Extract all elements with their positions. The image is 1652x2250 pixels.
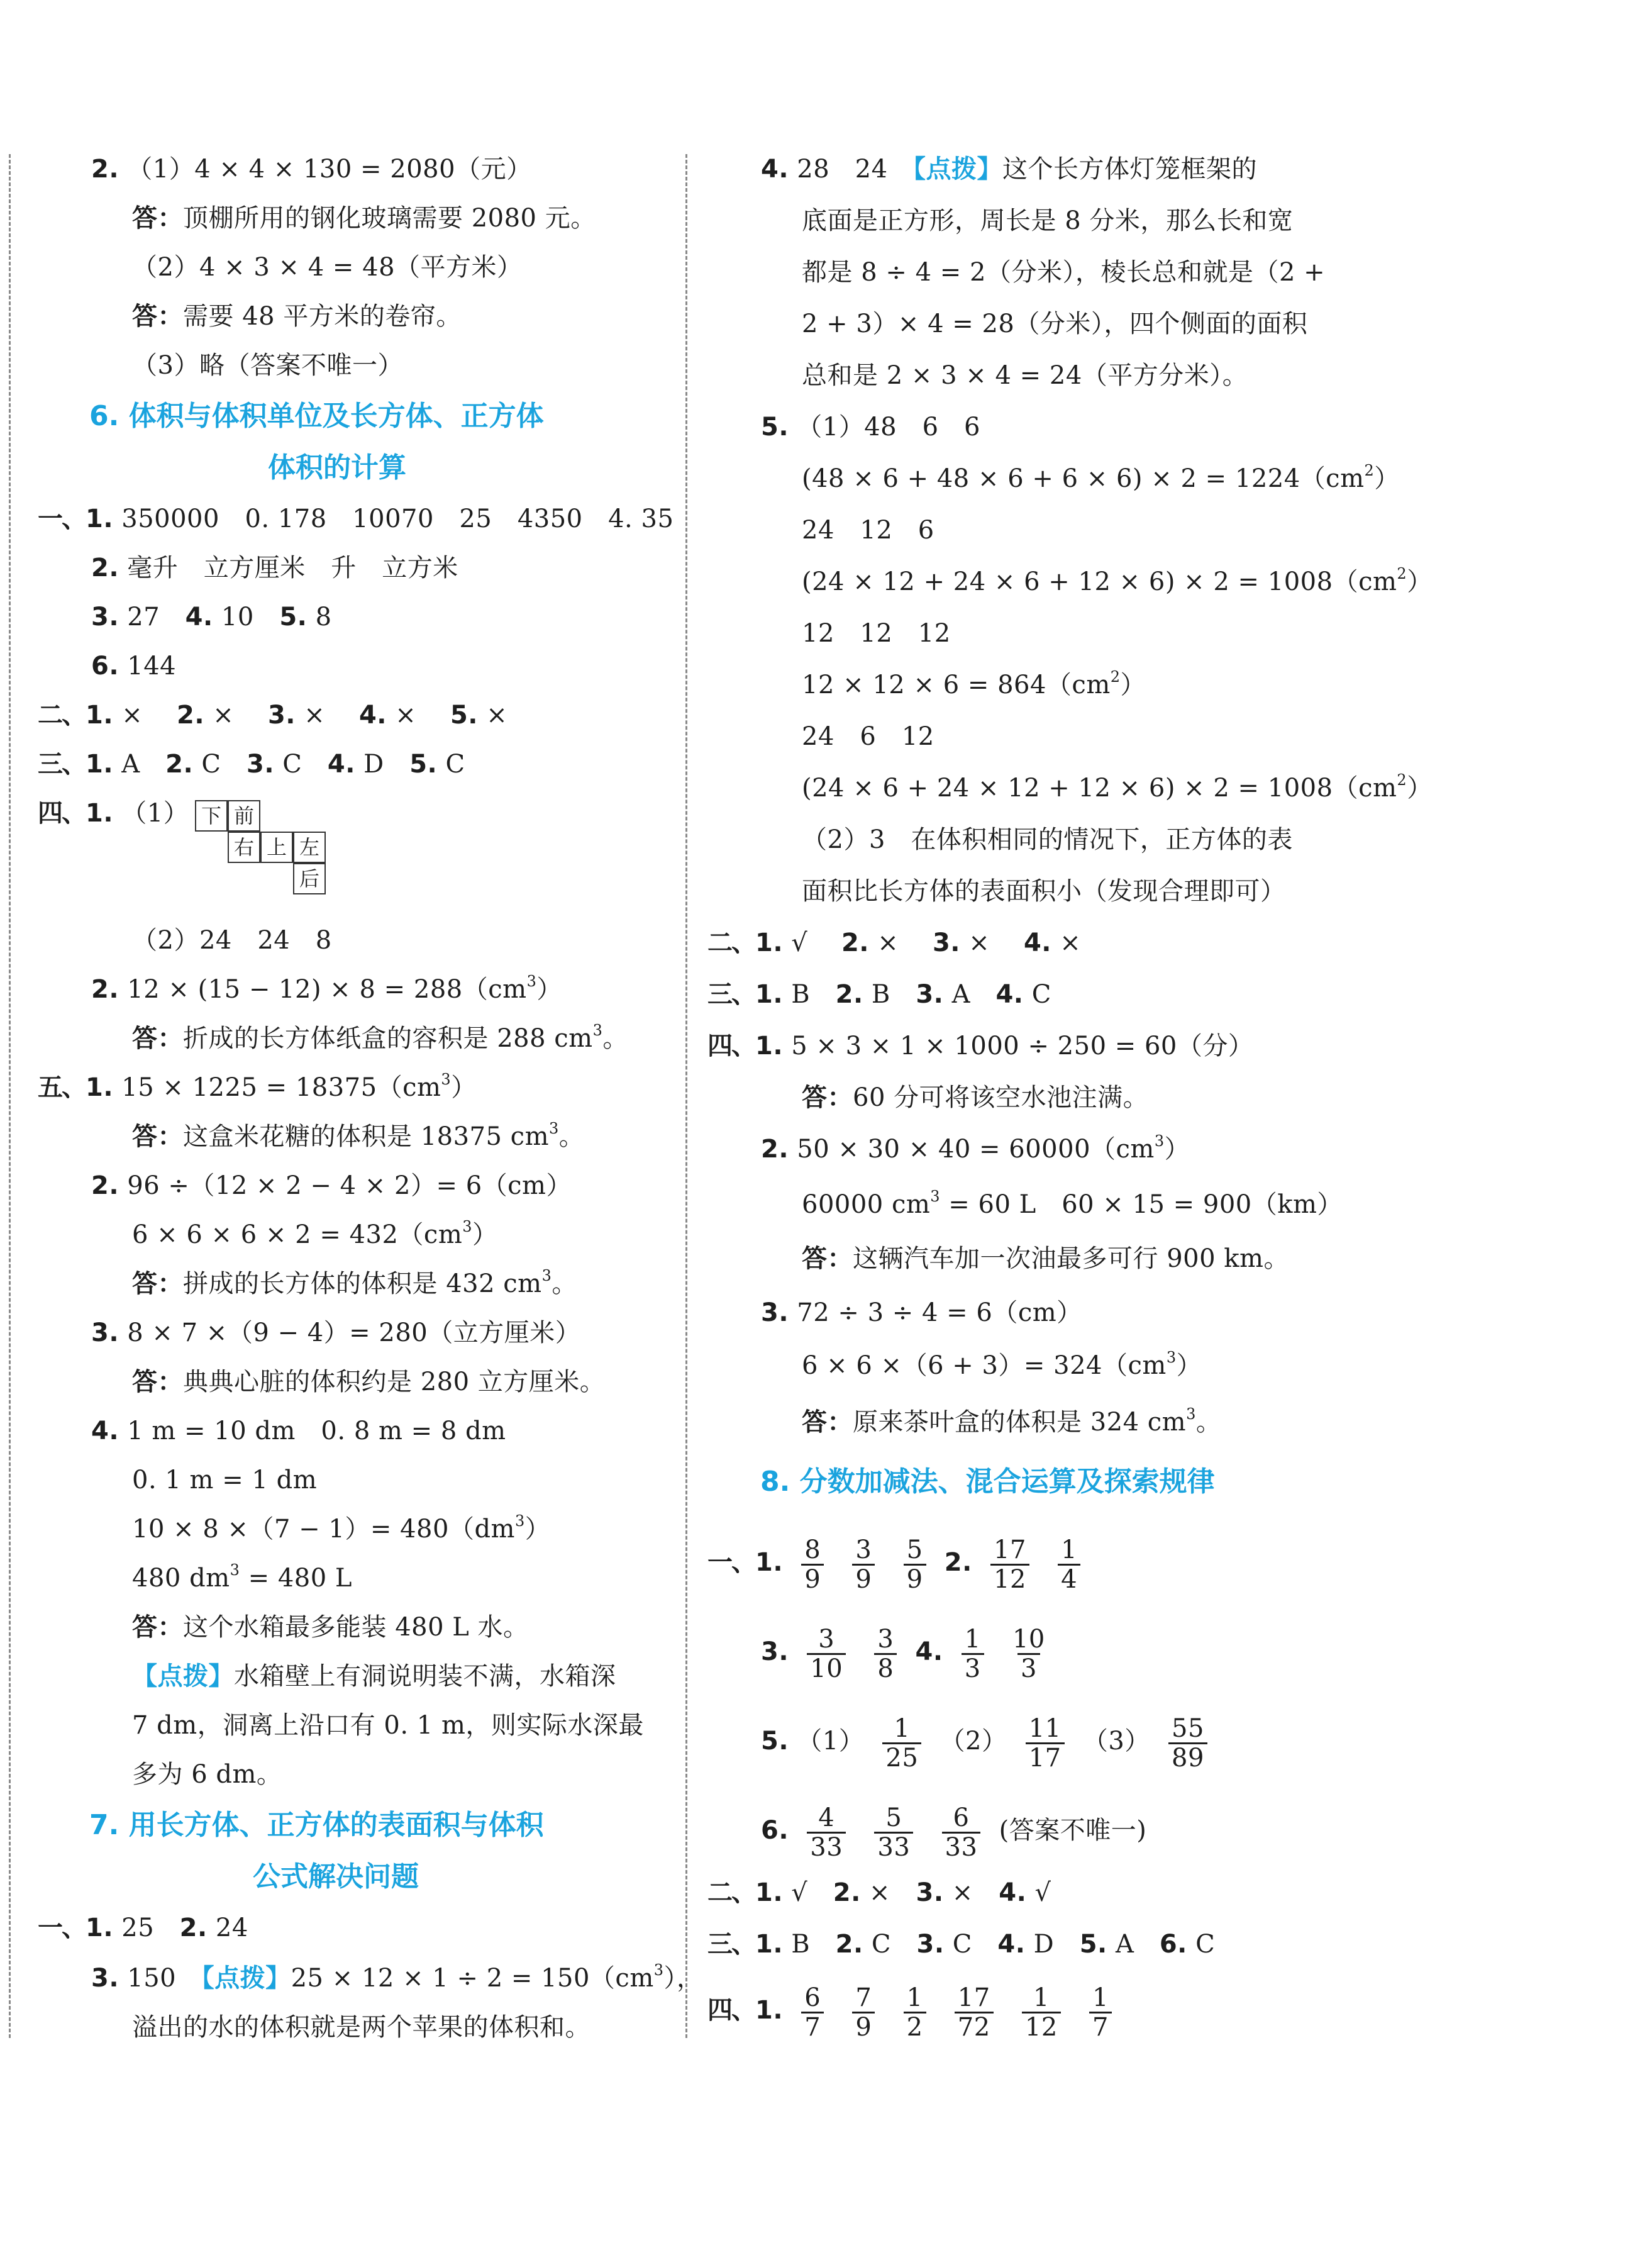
fraction: $\frac{6}{7}$ xyxy=(801,1984,824,2041)
answer-line: 答：拼成的长方体的体积是 432 $cm^3$。 xyxy=(132,1267,577,1298)
answer-line: （2）24 24 8 xyxy=(132,926,332,955)
answer-line: （2）4 × 3 × 4 = 48（平方米） xyxy=(132,253,523,282)
answer-line: 二、1. √ 2. × 3. × 4. × xyxy=(707,928,1082,957)
answer-line: $(48 \times 6 + 48 \times 6 + 6 \times 6) \times 2 = 1224(cm^2)$ xyxy=(802,462,1400,493)
answer-line: 3. 27 4. 10 5. 8 xyxy=(91,603,332,632)
answer-line: 6. 144 xyxy=(91,652,177,681)
section-heading: 7. 用长方体、正方体的表面积与体积 xyxy=(89,1809,544,1841)
fraction: $\frac{5}{33}$ xyxy=(874,1804,913,1861)
answer-line: 3. 8 × 7 ×（9 − 4）= 280（立方厘米） xyxy=(91,1318,581,1347)
answer-line: 一、1. 25 2. 24 xyxy=(38,1913,248,1942)
answer-line: 二、1. × 2. × 3. × 4. × 5. × xyxy=(38,701,508,730)
answer-line: 答：这辆汽车加一次油最多可行 900 km。 xyxy=(802,1244,1289,1273)
tip-line: 【点拨】水箱壁上有洞说明装不满，水箱深 xyxy=(132,1662,616,1691)
fraction-line: 四、1. $\frac{6}{7}$ $\frac{7}{9}$ $\frac{1}{2}$ $\frac{17}{72}$ $\frac{1}{12}$ $\frac{1}{7}$ xyxy=(707,1980,1122,2041)
fraction: $\frac{1}{25}$ xyxy=(882,1715,921,1772)
fraction: $\frac{3}{8}$ xyxy=(874,1625,897,1683)
answer-line: 总和是 2 × 3 × 4 = 24（平方分米）。 xyxy=(802,361,1248,390)
section-heading: 公式解决问题 xyxy=(253,1861,419,1893)
fraction: $\frac{1}{3}$ xyxy=(962,1625,984,1683)
answer-line: $(24 \times 12 + 24 \times 6 + 12 \times 6) \times 2 = 1008(cm^2)$ xyxy=(802,565,1433,596)
answer-line: 答：需要 48 平方米的卷帘。 xyxy=(132,301,462,331)
answer-line: 480 $dm^3 = 480$ L xyxy=(132,1561,352,1593)
answer-line: 底面是正方形，周长是 8 分米，那么长和宽 xyxy=(802,206,1294,235)
center-divider-dashes xyxy=(685,154,687,2038)
answer-line: $6 \times 6 \times 6 \times 2 = 432(cm^3)$ xyxy=(132,1218,498,1249)
fraction-line: 6. $\frac{4}{33}$ $\frac{5}{33}$ $\frac{6}{33}$ (答案不唯一) xyxy=(761,1803,1147,1862)
answer-line: 24 6 12 xyxy=(802,722,934,751)
answer-line: （3）略（答案不唯一） xyxy=(132,351,403,380)
answer-line: 三、1. A 2. C 3. C 4. D 5. C xyxy=(38,750,465,779)
answer-line: 三、1. B 2. C 3. C 4. D 5. A 6. C xyxy=(707,1930,1216,1959)
net-cell: 前 xyxy=(228,800,260,832)
answer-line: 2. $50 \times 30 \times 40 = 60000(cm^3)$ xyxy=(761,1132,1190,1164)
net-cell: 下 xyxy=(195,800,228,832)
answer-line: 4. 1 m = 10 dm 0. 8 m = 8 dm xyxy=(91,1417,506,1445)
answer-line: 3. 72 ÷ 3 ÷ 4 = 6（cm） xyxy=(761,1298,1082,1327)
fraction: $\frac{1}{4}$ xyxy=(1058,1536,1080,1593)
answer-line: 答：这盒米花糖的体积是 18375 $cm^3$。 xyxy=(132,1120,585,1151)
fraction: $\frac{3}{9}$ xyxy=(852,1536,875,1593)
answer-line: 2. 毫升 立方厘米 升 立方米 xyxy=(91,554,458,582)
left-margin-dashes xyxy=(9,154,11,2038)
answer-line: 答：典典心脏的体积约是 280 立方厘米。 xyxy=(132,1367,606,1396)
fraction: $\frac{11}{17}$ xyxy=(1026,1715,1065,1772)
fraction: $\frac{55}{89}$ xyxy=(1168,1715,1207,1772)
answer-line: 答：折成的长方体纸盒的容积是 288 $cm^3$。 xyxy=(132,1022,628,1053)
fraction: $\frac{17}{12}$ xyxy=(990,1536,1029,1593)
answer-line: 答：这个水箱最多能装 480 L 水。 xyxy=(132,1612,529,1642)
fraction: $\frac{8}{9}$ xyxy=(801,1536,824,1593)
fraction: $\frac{10}{3}$ xyxy=(1012,1624,1045,1683)
answer-line: 答：顶棚所用的钢化玻璃需要 2080 元。 xyxy=(132,203,596,233)
answer-line: 溢出的水的体积就是两个苹果的体积和。 xyxy=(132,2013,590,2042)
answer-line: $12 \times 12 \times 6 = 864(cm^2)$ xyxy=(802,668,1146,699)
fraction-line: 5. （1） $\frac{1}{25}$ （2） $\frac{11}{17}$ （3） $\frac{55}{89}$ xyxy=(761,1711,1217,1772)
answer-line: 60000 $cm^3 = 60$ L 60 × 15 = 900（km） xyxy=(802,1188,1343,1219)
answer-line: 2. 96 ÷（12 × 2 − 4 × 2）= 6（cm） xyxy=(91,1171,572,1200)
section-heading: 8. 分数加减法、混合运算及探索规律 xyxy=(760,1466,1215,1498)
tip-line: 7 dm，洞离上沿口有 0. 1 m，则实际水深最 xyxy=(132,1711,644,1740)
answer-line: $(24 \times 6 + 24 \times 12 + 12 \times 6) \times 2 = 1008(cm^2)$ xyxy=(802,771,1433,803)
net-cell: 后 xyxy=(293,863,326,894)
net-cell: 上 xyxy=(260,832,293,863)
answer-line: 二、1. √ 2. × 3. × 4. √ xyxy=(707,1878,1051,1907)
net-cell: 右 xyxy=(228,832,260,863)
answer-line: 12 12 12 xyxy=(802,619,951,648)
answer-line: 都是 8 ÷ 4 = 2（分米），棱长总和就是（2 + xyxy=(802,258,1326,287)
section-heading: 体积的计算 xyxy=(268,452,406,484)
answer-line: 三、1. B 2. B 3. A 4. C xyxy=(707,980,1051,1009)
answer-line: 5. （1）48 6 6 xyxy=(761,413,980,442)
fraction: $\frac{3}{10}$ xyxy=(807,1625,846,1683)
answer-line: 四、1. （1） xyxy=(38,799,189,828)
answer-line: 五、1. $15 \times 1225 = 18375(cm^3)$ xyxy=(38,1071,477,1102)
fraction: $\frac{6}{33}$ xyxy=(942,1804,981,1861)
tip-line: 多为 6 dm。 xyxy=(132,1760,282,1789)
fraction: $\frac{7}{9}$ xyxy=(852,1984,875,2041)
answer-line: 四、1. 5 × 3 × 1 × 1000 ÷ 250 = 60（分） xyxy=(707,1032,1254,1061)
answer-line: 2. （1）4 × 4 × 130 = 2080（元） xyxy=(91,155,532,184)
fraction: $\frac{1}{2}$ xyxy=(904,1984,926,2041)
fraction-line: 3. $\frac{3}{10}$ $\frac{3}{8}$ 4. $\frac{1}{3}$ $\frac{10}{3}$ xyxy=(761,1624,1045,1683)
answer-line: （2）3 在体积相同的情况下，正方体的表 xyxy=(802,825,1293,854)
answer-line: 2. $12 \times (15 - 12) \times 8 = 288(cm^3)$ xyxy=(91,972,562,1004)
answer-line: 4. 28 24 【点拨】这个长方体灯笼框架的 xyxy=(761,155,1258,184)
answer-line: 答：原来茶叶盒的体积是 324 $cm^3$。 xyxy=(802,1405,1222,1437)
answer-line: 2 + 3）× 4 = 28（分米），四个侧面的面积 xyxy=(802,309,1308,338)
fraction: $\frac{1}{7}$ xyxy=(1089,1984,1112,2041)
answer-line: 24 12 6 xyxy=(802,516,934,545)
fraction: $\frac{17}{72}$ xyxy=(955,1984,994,2041)
answer-line: 3. 150 【点拨】$25 \times 12 \times 1 \div 2 = 150(cm^3)$， xyxy=(91,1961,702,1993)
answer-line: $10 \times 8 \times(7 - 1)= 480(dm^3)$ xyxy=(132,1512,551,1544)
answer-line: 一、1. 350000 0. 178 10070 25 4350 4. 35 xyxy=(38,504,674,533)
fraction: $\frac{1}{12}$ xyxy=(1022,1984,1061,2041)
answer-line: $6 \times 6 \times(6 + 3)= 324(cm^3)$ xyxy=(802,1349,1202,1380)
fraction-line: 一、1. $\frac{8}{9}$ $\frac{3}{9}$ $\frac{5}{9}$ 2. $\frac{17}{12}$ $\frac{1}{4}$ xyxy=(707,1532,1090,1593)
fraction: $\frac{5}{9}$ xyxy=(904,1536,926,1593)
fraction: $\frac{4}{33}$ xyxy=(807,1804,846,1861)
cube-net-diagram xyxy=(195,800,333,901)
answer-line: 面积比长方体的表面积小（发现合理即可） xyxy=(802,877,1286,906)
net-cell: 左 xyxy=(293,832,326,863)
answer-line: 答：60 分可将该空水池注满。 xyxy=(802,1083,1149,1112)
section-heading: 6. 体积与体积单位及长方体、正方体 xyxy=(89,400,544,432)
answer-line: 0. 1 m = 1 dm xyxy=(132,1466,318,1495)
